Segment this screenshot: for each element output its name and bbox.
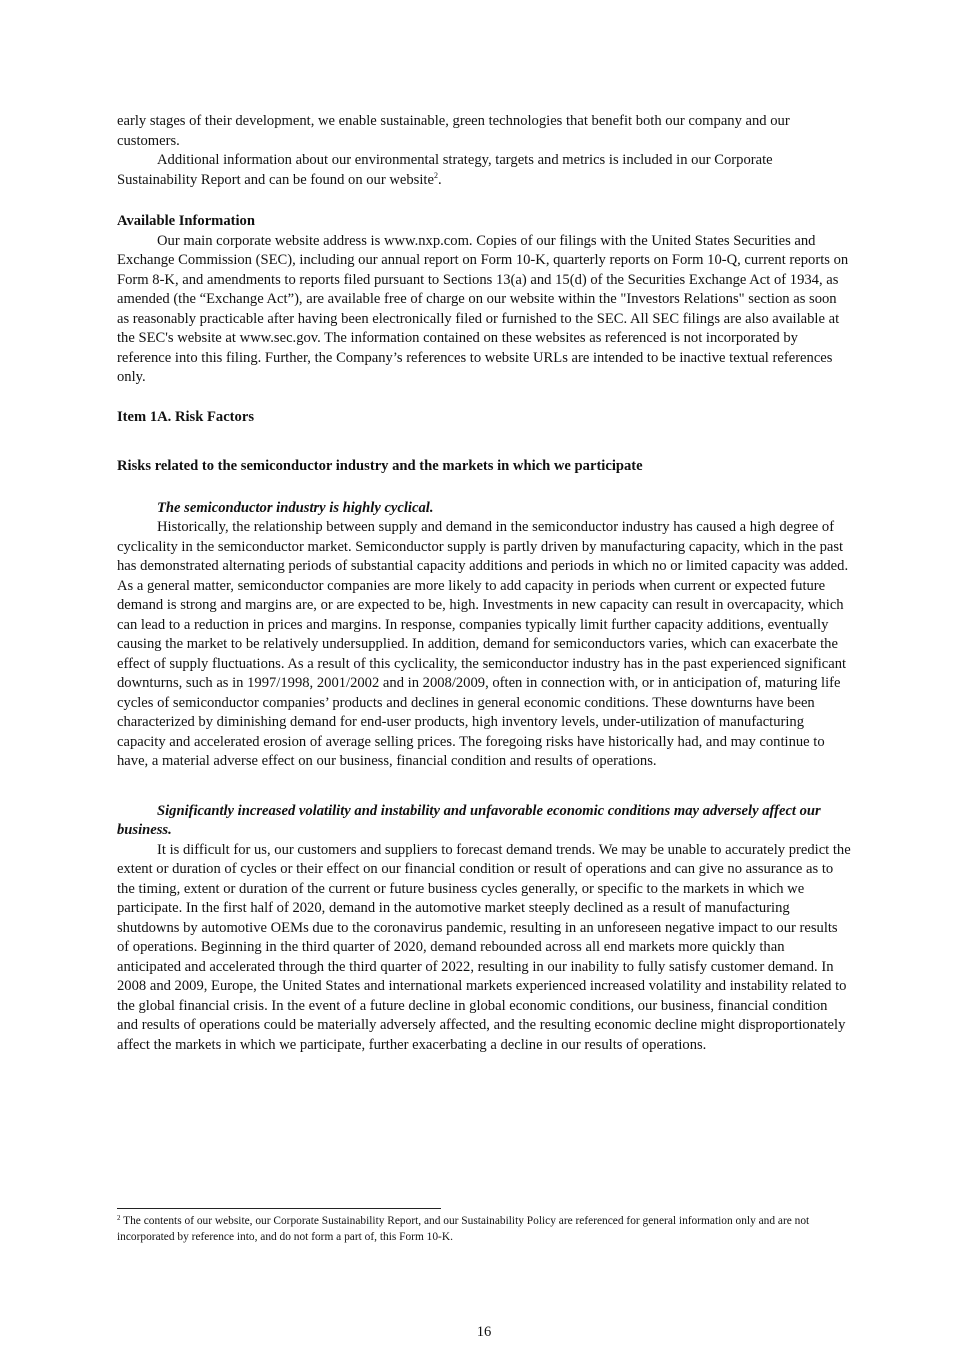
footnote-marker: 2 xyxy=(117,1214,121,1222)
intro-paragraph: early stages of their development, we enable sustainable, green technologies that benefit both our company and our customers. xyxy=(117,113,790,149)
available-information-paragraph: Our main corporate website address is www.nxp.com. Copies of our filings with the United States Securities and Exchange Commission (SEC), including our annual report on Form 10-K, quarterly reports on Form 10-Q, current reports on Form 8-K, and amendments to reports filed pursuant to Sections 13(a) and 15(d) of the Securities Exchange Act of 1934, as amended (the “Exchange Act”), are available free of charge on our website within the "Investors Relations" section as soon as reasonably practicable after having been electronically filed or furnished to the SEC. All SEC filings are also available at the SEC's website at www.sec.gov. The information contained on these websites as referenced is not incorporated by reference into this filing. Further, the Company’s references to website URLs are intended to be inactive textual references only. xyxy=(117,232,849,385)
sustainability-text: Additional information about our environmental strategy, targets and metrics is included in our Corporate Sustainability Report and can be found on our website xyxy=(117,152,773,188)
page-number: 16 xyxy=(476,1324,492,1340)
risk-cyclical-title: The semiconductor industry is highly cyclical. xyxy=(157,499,434,516)
available-information-heading: Available Information xyxy=(117,213,255,229)
footnote-reference: 2 xyxy=(433,170,438,180)
document-body xyxy=(117,112,852,1055)
footnote xyxy=(117,1213,852,1245)
risk-volatility-paragraph: It is difficult for us, our customers and suppliers to forecast demand trends. We may be unable to accurately predict the extent or duration of cycles or their effect on our financial condition or result of operations and can give no assurance as to the timing, extent or duration of the current or future business cycles generally, or specific to the markets in which we participate. In the first half of 2020, demand in the automotive market steeply declined as a result of manufacturing shutdowns by automotive OEMs due to the coronavirus pandemic, resulting in an unforeseen negative impact to our results of operations. Beginning in the third quarter of 2020, demand rebounded across all end markets more quickly than anticipated and accelerated through the third quarter of 2022, resulting in our inability to fully satisfy customer demand. In 2008 and 2009, Europe, the United States and international markets experienced increased volatility and instability related to the global financial crisis. In the event of a future decline in global economic conditions, our business, financial condition and results of operations could be materially adversely affected, and the resulting economic decline might disproportionately affect the markets in which we participate, further exacerbating a decline in our results of operations. xyxy=(117,841,851,1053)
sustainability-period: . xyxy=(437,171,442,188)
risk-volatility-title: Significantly increased volatility and instability and unfavorable economic conditions may adversely affect our business. xyxy=(117,802,821,838)
footnote-divider xyxy=(117,1208,441,1209)
risk-cyclical-paragraph: Historically, the relationship between supply and demand in the semiconductor industry has caused a high degree of cyclicality in the semiconductor market. Semiconductor supply is partly driven by manufacturing capacity, which in the past has demonstrated alternating periods of substantial capacity additions and periods in which no or limited capacity was added. As a general matter, semiconductor companies are more likely to add capacity in periods when current or expected future demand is strong and margins are, or are expected to be, high. Investments in new capacity can result in overcapacity, which can lead to a reduction in prices and margins. In response, companies typically limit further capacity additions, eventually causing the market to be relatively undersupplied. In addition, demand for semiconductors varies, which can exacerbate the effect of supply fluctuations. As a result of this cyclicality, the semiconductor industry has in the past experienced significant downturns, such as in 1997/1998, 2001/2002 and in 2008/2009, often in connection with, or in anticipation of, maturing life cycles of semiconductor companies’ products and declines in general economic conditions. These downturns have been characterized by diminishing demand for end-user products, high inventory levels, under-utilization of manufacturing capacity and accelerated erosion of average selling prices. The foregoing risks have historically had, and may continue to have, a material adverse effect on our business, financial condition and results of operations. xyxy=(117,519,849,769)
sustainability-paragraph xyxy=(117,151,852,190)
footnote-text: The contents of our website, our Corporate Sustainability Report, and our Sustainability Policy are referenced for general information only and are not incorporated by reference into, and do not form a part of, this Form 10-K. xyxy=(117,1215,810,1243)
item-1a-heading: Item 1A. Risk Factors xyxy=(117,408,254,425)
risks-section-heading: Risks related to the semiconductor industry and the markets in which we participate xyxy=(117,458,643,474)
